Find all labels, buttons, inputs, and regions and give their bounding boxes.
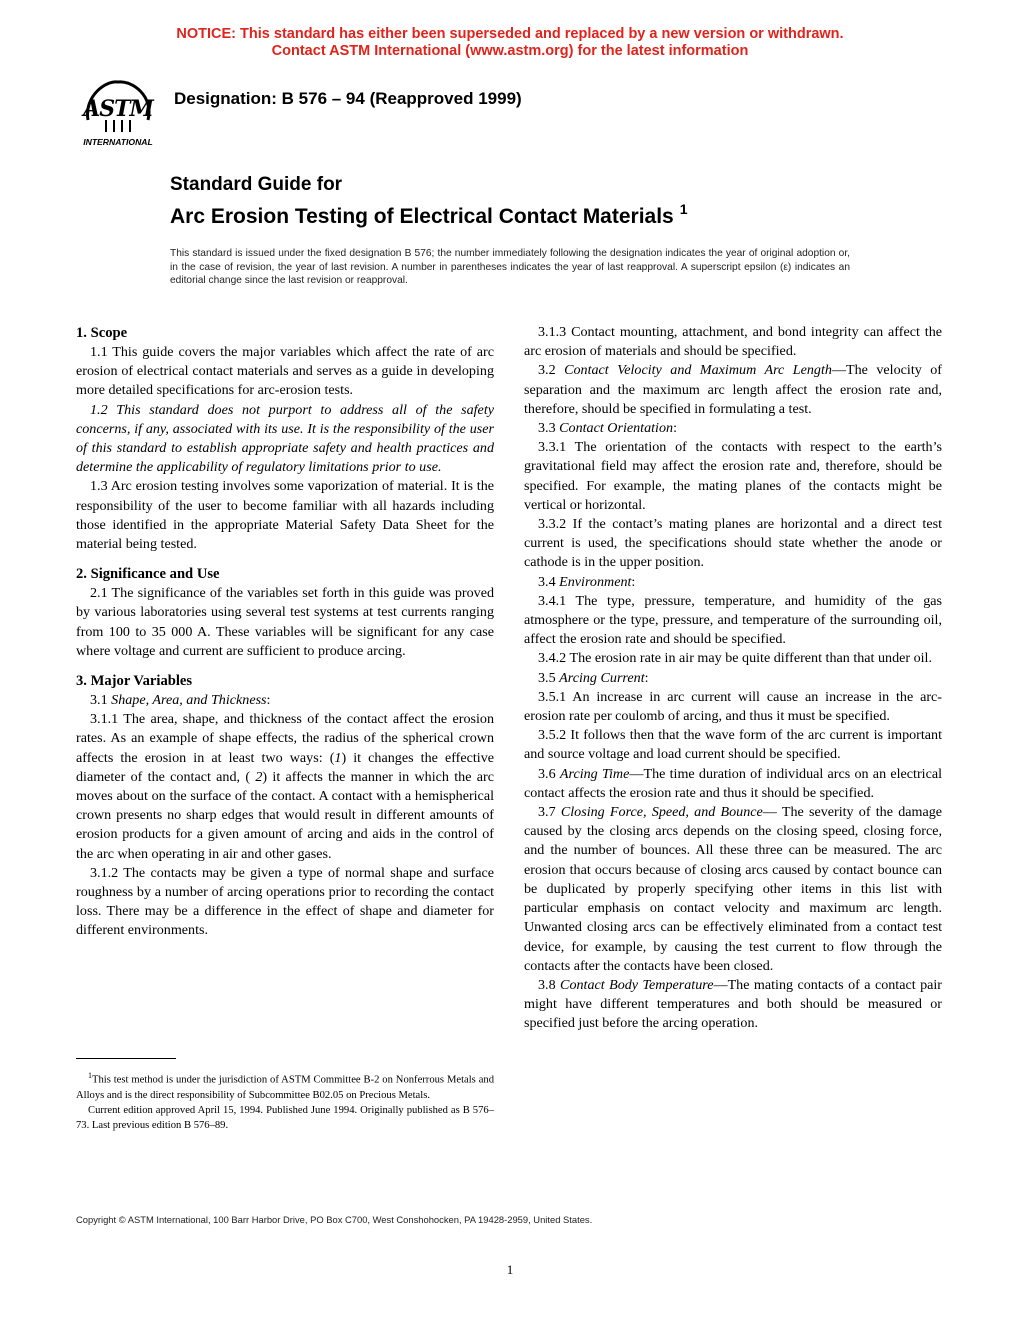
footnote-divider <box>76 1058 176 1059</box>
paragraph-3-3-number: 3.3 <box>538 420 560 437</box>
paragraph-3-1-3: 3.1.3 Contact mounting, attachment, and bond integrity can affect the arc erosion of materials and should be specified. <box>524 324 942 360</box>
title-footnote-ref: 1 <box>679 201 688 217</box>
paragraph-3-1 <box>76 691 494 710</box>
title-line-1: Standard Guide for <box>170 174 343 195</box>
astm-logo-icon <box>76 76 160 150</box>
paragraph-3-1-1-part-c: ) it affects the manner in which the arc moves about on the surface of the contact. A contact with a hemispherical crown presents no sharp edges that would result in different amounts of erosion products for a given amount of arcing and aids in the control of the arc when operating in air and other gases. <box>76 768 494 862</box>
paragraph-3-3 <box>524 419 942 438</box>
copyright-line: Copyright © ASTM International, 100 Barr Harbor Drive, PO Box C700, West Conshohocken, PA 19428-2959, United States. <box>76 1214 593 1225</box>
footnote-1-text: This test method is under the jurisdiction of ASTM Committee B-2 on Nonferrous Metals and Alloys and is the direct responsibility of Subcommittee B02.05 on Precious Metals. <box>76 1074 494 1101</box>
paragraph-1-3: 1.3 Arc erosion testing involves some vaporization of material. It is the responsibility of the user to become familiar with all hazards including those identified in the appropriate Material Safety Data Sheet for the material being tested. <box>76 478 494 553</box>
paragraph-3-6-number: 3.6 <box>538 765 560 782</box>
paragraph-3-1-colon: : <box>266 692 271 709</box>
paragraph-3-8-number: 3.8 <box>538 976 561 993</box>
footnote-1 <box>76 1068 494 1103</box>
logo-mark-text: ASTM <box>83 96 153 122</box>
paragraph-3-5-colon: : <box>644 669 649 686</box>
paragraph-1-2 <box>76 401 494 478</box>
paragraph-3-4 <box>524 573 942 592</box>
paragraph-3-4-heading: Environment <box>559 573 632 590</box>
logo-label: INTERNATIONAL <box>83 137 153 147</box>
paragraph-3-1-heading: Shape, Area, and Thickness <box>111 692 267 709</box>
paragraph-3-2-heading: Contact Velocity and Maximum Arc Length <box>564 362 832 379</box>
paragraph-3-2-number: 3.2 <box>538 362 565 379</box>
paragraph-3-5 <box>524 669 942 688</box>
footnote-2: Current edition approved April 15, 1994. Published June 1994. Originally published as B 576–73. Last previous edition B 576–89. <box>76 1104 494 1131</box>
document-title <box>170 174 688 230</box>
paragraph-3-3-2: 3.3.2 If the contact’s mating planes are horizontal and a direct test current is used, the specifications should state whether the anode or cathode is in the upper position. <box>524 516 942 571</box>
paragraph-3-6-text: —The time duration of individual arcs on an electrical contact affects the erosion rate and thus it should be specified. <box>524 765 942 801</box>
paragraph-3-3-1: 3.3.1 The orientation of the contacts with respect to the earth’s gravitational field may affect the erosion rate and, therefore, should be specified. For example, the mating planes of the contacts might be vertical or horizontal. <box>524 439 942 513</box>
notice-line-2: Contact ASTM International (www.astm.org) for the latest information <box>271 43 749 59</box>
title-line-2 <box>170 196 688 230</box>
paragraph-3-4-2: 3.4.2 The erosion rate in air may be quite different than that under oil. <box>538 650 932 667</box>
paragraph-3-4-number: 3.4 <box>538 573 560 590</box>
page-number: 1 <box>506 1262 514 1277</box>
paragraph-3-7-text: — The severity of the damage caused by the closing arcs depends on the closing speed, closing force, and the number of bounces. All these three can be measured. The arc erosion that occurs because of closing arcs caused by contact bounce can be duplicated by properly specifying other items in this list with particular emphasis on contact velocity and maximum arc length. Unwanted closing arcs can be effectively eliminated from a contact test device, for example, by causing the test current to flow through the contacts after the contacts have been closed. <box>524 804 943 974</box>
enumerator-2: 2 <box>255 768 263 785</box>
title-main: Arc Erosion Testing of Electrical Contact Materials <box>170 205 674 228</box>
paragraph-3-5-number: 3.5 <box>538 669 560 686</box>
paragraph-1-2-text: 1.2 This standard does not purport to address all of the safety concerns, if any, associated with its use. It is the responsibility of the user of this standard to establish appropriate safety and health practices and determine the applicability of regulatory limitations prior to use. <box>76 401 494 476</box>
right-column <box>524 323 942 1034</box>
paragraph-3-4-1: 3.4.1 The type, pressure, temperature, and humidity of the gas atmosphere or the type, pressure, and temperature of the surrounding oil, affect the erosion rate and should be specified. <box>524 592 942 648</box>
paragraph-3-8 <box>524 976 942 1034</box>
section-heading-scope: 1. Scope <box>76 325 128 341</box>
paragraph-3-1-2: 3.1.2 The contacts may be given a type of normal shape and surface roughness by a number of arcing operations prior to recording the contact loss. There may be a difference in the effect of shape and diameter for different environments. <box>76 864 494 939</box>
paragraph-3-7 <box>524 803 942 976</box>
paragraph-3-3-colon: : <box>673 420 677 437</box>
paragraph-3-2 <box>524 361 942 419</box>
withdrawal-notice <box>0 26 1020 60</box>
notice-line-1: NOTICE: This standard has either been superseded and replaced by a new version or withdrawn. <box>176 26 844 42</box>
issued-note: This standard is issued under the fixed designation B 576; the number immediately following the designation indicates the year of original adoption or, in the case of revision, the year of last revision. A number in parentheses indicates the year of last reapproval. A superscript epsilon (ε) indicates an editorial change since the last revision or reapproval. <box>170 248 850 287</box>
paragraph-3-6-heading: Arcing Time <box>559 765 630 782</box>
astm-logo <box>76 76 160 150</box>
left-column <box>76 323 494 941</box>
paragraph-3-1-1-part-a: 3.1.1 The area, shape, and thickness of the contact affect the erosion rates. As an example of shape effects, the radius of the spherical crown affects the erosion in at least two ways: ( <box>76 711 494 766</box>
section-heading-significance: 2. Significance and Use <box>76 566 220 583</box>
footnote-1-marker: 1 <box>88 1071 92 1080</box>
paragraph-3-1-number: 3.1 <box>90 692 112 709</box>
paragraph-3-1-1-part-b: ) it changes the effective diameter of the contact and, ( <box>76 749 495 785</box>
paragraph-2-1: 2.1 The significance of the variables set forth in this guide was proved by various laboratories using several test systems at test currents ranging from 100 to 35 000 A. These variables will be significant for any case where voltage and current are sufficient to produce arcing. <box>76 585 494 659</box>
paragraph-3-1-1 <box>76 710 494 864</box>
paragraph-3-7-number: 3.7 <box>538 804 561 821</box>
paragraph-3-3-heading: Contact Orientation <box>559 420 674 437</box>
footnotes <box>76 1068 494 1133</box>
paragraph-3-4-colon: : <box>631 573 636 590</box>
paragraph-3-6 <box>524 765 942 803</box>
paragraph-3-7-heading: Closing Force, Speed, and Bounce <box>560 804 763 821</box>
enumerator-1: 1 <box>334 749 342 766</box>
designation: Designation: B 576 – 94 (Reapproved 1999) <box>174 89 522 108</box>
paragraph-3-5-heading: Arcing Current <box>559 669 645 686</box>
paragraph-3-8-heading: Contact Body Temperature <box>560 976 714 993</box>
paragraph-3-2-text: —The velocity of separation and the maximum arc length affect the erosion rate and, therefore, should be specified in formulating a test. <box>524 362 942 417</box>
paragraph-3-5-2: 3.5.2 It follows then that the wave form of the arc current is important and source voltage and load current should be specified. <box>524 727 942 763</box>
paragraph-3-8-text: —The mating contacts of a contact pair might have different temperatures and both should be measured or specified just before the arcing operation. <box>524 976 942 1032</box>
paragraph-1-1: 1.1 This guide covers the major variables which affect the rate of arc erosion of electrical contact materials and serves as a guide in developing more detailed specifications for arc-erosion tests. <box>76 344 494 399</box>
section-heading-major-variables: 3. Major Variables <box>76 673 193 690</box>
paragraph-3-5-1: 3.5.1 An increase in arc current will cause an increase in the arc-erosion rate per coulomb of arcing, and thus it must be specified. <box>524 688 942 725</box>
